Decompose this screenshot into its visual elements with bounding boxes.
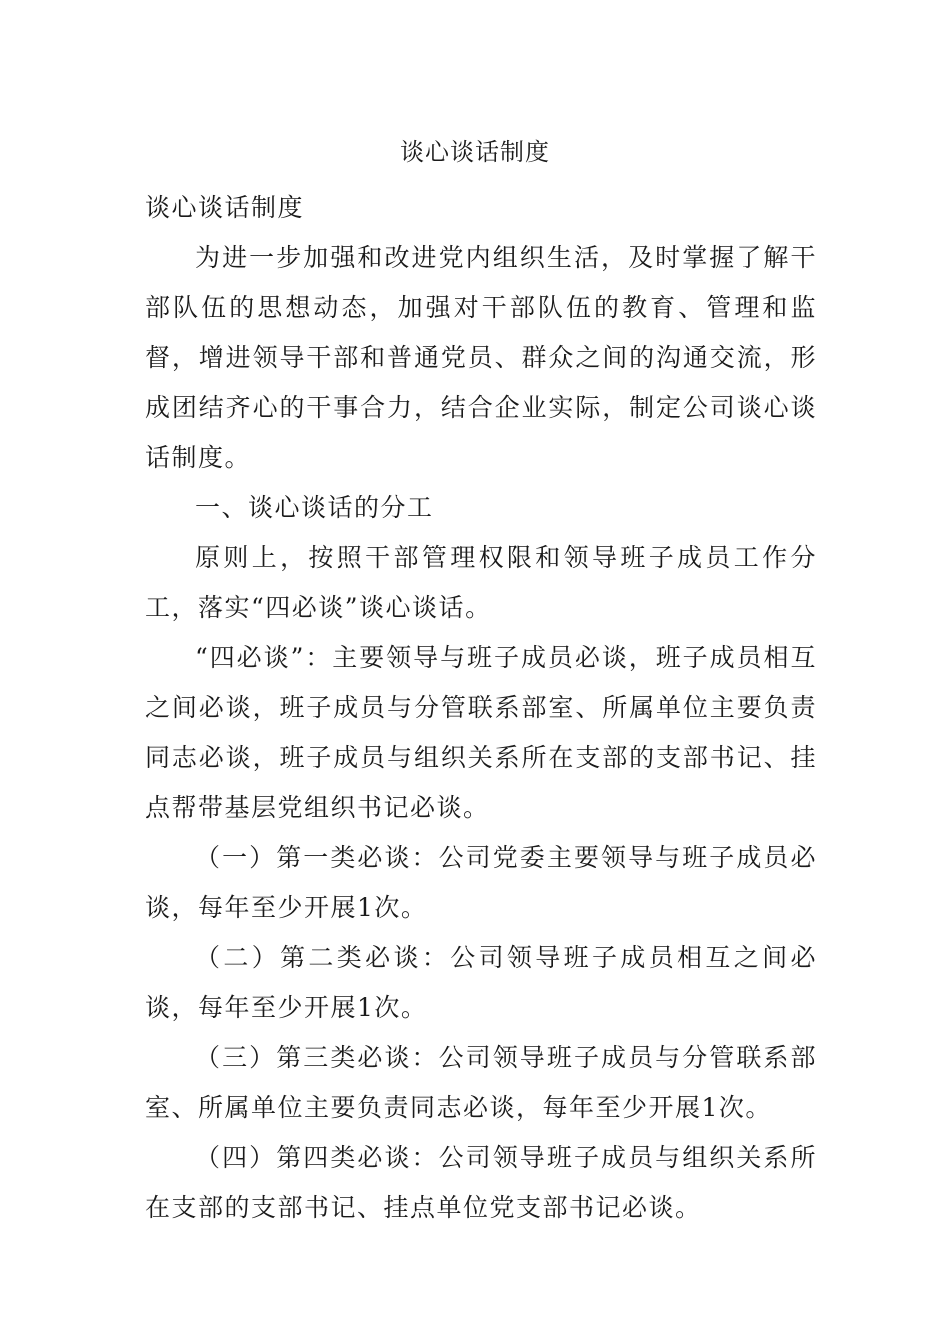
document-title: 谈心谈话制度 bbox=[400, 138, 550, 166]
paragraph-category-4: （四）第四类必谈：公司领导班子成员与组织关系所在支部的支部书记、挂点单位党支部书记必谈。 bbox=[145, 1143, 817, 1222]
paragraph-four-must-talks: “四必谈”：主要领导与班子成员必谈，班子成员相互之间必谈，班子成员与分管联系部室、所属单位主要负责同志必谈，班子成员与组织关系所在支部的支部书记、挂点帮带基层党组织书记必谈。 bbox=[145, 643, 817, 822]
paragraph-intro: 为进一步加强和改进党内组织生活，及时掌握了解干部队伍的思想动态，加强对干部队伍的教育、管理和监督，增进领导干部和普通党员、群众之间的沟通交流，形成团结齐心的干事合力，结合企业实际，制定公司谈心谈话制度。 bbox=[145, 243, 817, 472]
paragraph-category-2: （二）第二类必谈：公司领导班子成员相互之间必谈，每年至少开展1次。 bbox=[145, 943, 817, 1022]
paragraph-category-1: （一）第一类必谈：公司党委主要领导与班子成员必谈，每年至少开展1次。 bbox=[145, 843, 817, 922]
document-body bbox=[145, 183, 817, 1233]
section-heading-division: 一、谈心谈话的分工 bbox=[195, 493, 434, 522]
paragraph-category-3: （三）第三类必谈：公司领导班子成员与分管联系部室、所属单位主要负责同志必谈，每年至少开展1次。 bbox=[145, 1043, 817, 1122]
paragraph-heading: 谈心谈话制度 bbox=[145, 193, 305, 222]
paragraph-principle: 原则上，按照干部管理权限和领导班子成员工作分工，落实“四必谈”谈心谈话。 bbox=[145, 543, 817, 622]
